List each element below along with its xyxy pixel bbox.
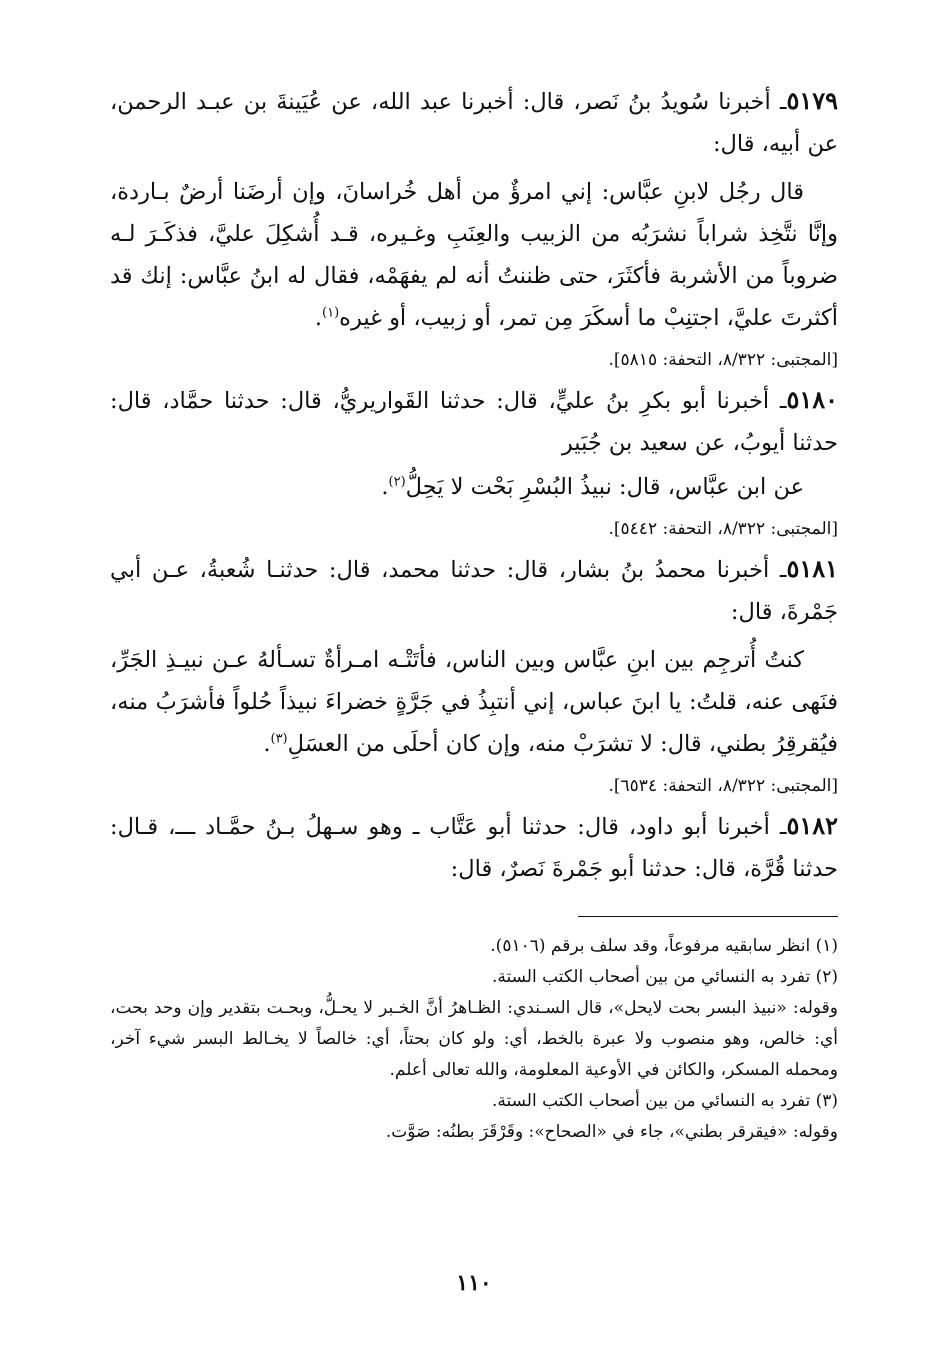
footnote-mark: (٢) [388,474,406,490]
footnote-2: (٢) تفرد به النسائي من بين أصحاب الكتب الستة. [491,967,838,987]
hadith-head-5179 [110,80,838,165]
footnote-1: (١) انظر سابقيه مرفوعاً، وقد سلف برقم (٥١٠٦). [490,936,838,956]
hadith-number: ٥١٧٩ [786,86,838,115]
isnad-text: ـ أخبرنا محمدُ بنُ بشار، قال: حدثنا محمد، قال: حدثنـا شُعبةُ، عـن أبي جَمْرةَ، قال: [110,557,838,625]
page-number: ١١٠ [456,1270,492,1296]
isnad-text: ـ أخبرنا أبو بكرِ بنُ عليٍّ، قال: حدثنا القَواريريُّ، قال: حدثنا حمَّاد، قال: حدثنا أيوبُ، عن سعيد بن جُبَير [110,388,838,456]
hadith-head-5180 [110,379,838,464]
reference-5180: [المجتبى: ٨/٣٢٢، التحفة: ٥٤٤٢]. [608,519,838,539]
footnote-mark: (٣) [270,731,288,747]
footnote-divider [578,916,838,917]
matn-text: قال رجُل لابنِ عبَّاس: إني امرؤٌ من أهل خُراسانَ، وإن أرضَنا أرضٌ بـاردة، وإنَّا نتَّخِذ شراباً نشرَبُه من الزبيب والعِنَبِ وغـيره، قـد أُشكِلَ عليَّ، فذكَـرَ لـه ضروباً من الأشربة فأكثَرَ، حتى ظننتُ أنه لم يفهَمْه، فقال له ابنُ عبَّاس: إنك قد أكثرتَ عليَّ، اجتنِبْ ما أسكَرَ مِن تمر، أو زبيب، أو غيره [110,179,838,331]
hadith-head-5181 [110,548,838,633]
hadith-body-5179: قال رجُل لابنِ عبَّاس: إني امرؤٌ من أهل خُراسانَ، وإن أرضَنا أرضٌ بـاردة، وإنَّا نتَّخِذ شراباً نشرَبُه من الزبيب والعِنَبِ وغـيره، قـد أُشكِلَ عليَّ، فذكَـرَ لـه ضروباً من الأشربة فأكثَرَ، حتى ظننتُ أنه لم يفهَمْه، فقال له ابنُ عبَّاس: إنك قد أكثرتَ عليَّ، اجتنِبْ ما أسكَرَ مِن تمر، أو زبيب، أو غيره$^{(١)}$. [110,179,838,331]
hadith-number: ٥١٨١ [786,554,838,583]
hadith-number: ٥١٨٢ [786,811,838,840]
reference-5181: [المجتبى: ٨/٣٢٢، التحفة: ٦٥٣٤]. [608,776,838,796]
footnote-2-commentary: وقوله: «نبيذ البسر بحت لايحل»، قال السـندي: الظـاهرُ أنَّ الخـبر لا يحـلُّ، وبحـت بتقدير وإن وحد بحت، أي: خالص، وهو منصوب ولا عبرة بالخط، أي: ولو كان بحتاً، أي: خالصاً لا يخـالط البسر شيء آخر، ومحمله المسكر، والكائن في الأوعية المعلومة، والله تعالى أعلم. [110,998,838,1080]
matn-text: عن ابن عبَّاس، قال: نبيذُ البُسْرِ بَحْت لا يَحِلُّ [405,474,804,500]
reference-5179: [المجتبى: ٨/٣٢٢، التحفة: ٥٨١٥]. [608,350,838,370]
isnad-text: ـ أخبرنا أبو داود، قال: حدثنا أبو عَتَّاب ـ وهو سـهلُ بـنُ حمَّـاد ـــ، قـال: حدثنا قُرَّة، قال: حدثنا أبو جَمْرةَ نَصرٌ، قال: [110,814,838,882]
hadith-head-5182 [110,805,838,890]
footnote-3-commentary: وقوله: «فيقرقر بطني»، جاء في «الصحاح»: وقَرْقَرَ بطنُه: صَوَّت. [385,1122,838,1142]
isnad-text: ـ أخبرنا سُويدُ بنُ نَصر، قال: أخبرنا عبد الله، عن عُيَينةَ بن عبـد الرحمن، عن أبيه، قال: [110,89,838,157]
matn-text: كنتُ أُترجِم بين ابنِ عبَّاس وبين الناس، فأتَتْـه امـرأةٌ تسـألهُ عـن نبيـذِ الجَرِّ، فنَهى عنه، قلتُ: يا ابنَ عباس، إني أنتبِذُ في جَرَّةٍ خضراءَ نبيذاً حُلواً فأشرَبُ منه، فيُقرقِرُ بطني، قال: لا تشرَبْ منه، وإن كان أحلَى من العسَلِ [110,647,838,757]
footnotes [110,931,838,1148]
footnote-mark: (١) [322,305,340,321]
hadith-number: ٥١٨٠ [786,385,838,414]
hadith-body-5181: كنتُ أُترجِم بين ابنِ عبَّاس وبين الناس، فأتَتْـه امـرأةٌ تسـألهُ عـن نبيـذِ الجَرِّ، فنَهى عنه، قلتُ: يا ابنَ عباس، إني أنتبِذُ في جَرَّةٍ خضراءَ نبيذاً حُلواً فأشرَبُ منه، فيُقرقِرُ بطني، قال: لا تشرَبْ منه، وإن كان أحلَى من العسَلِ$^{(٣)}$. [110,647,838,757]
footnote-3: (٣) تفرد به النسائي من بين أصحاب الكتب الستة. [491,1091,838,1111]
hadith-body-5180: عن ابن عبَّاس، قال: نبيذُ البُسْرِ بَحْت لا يَحِلُّ$^{(٢)}$. [381,474,804,500]
